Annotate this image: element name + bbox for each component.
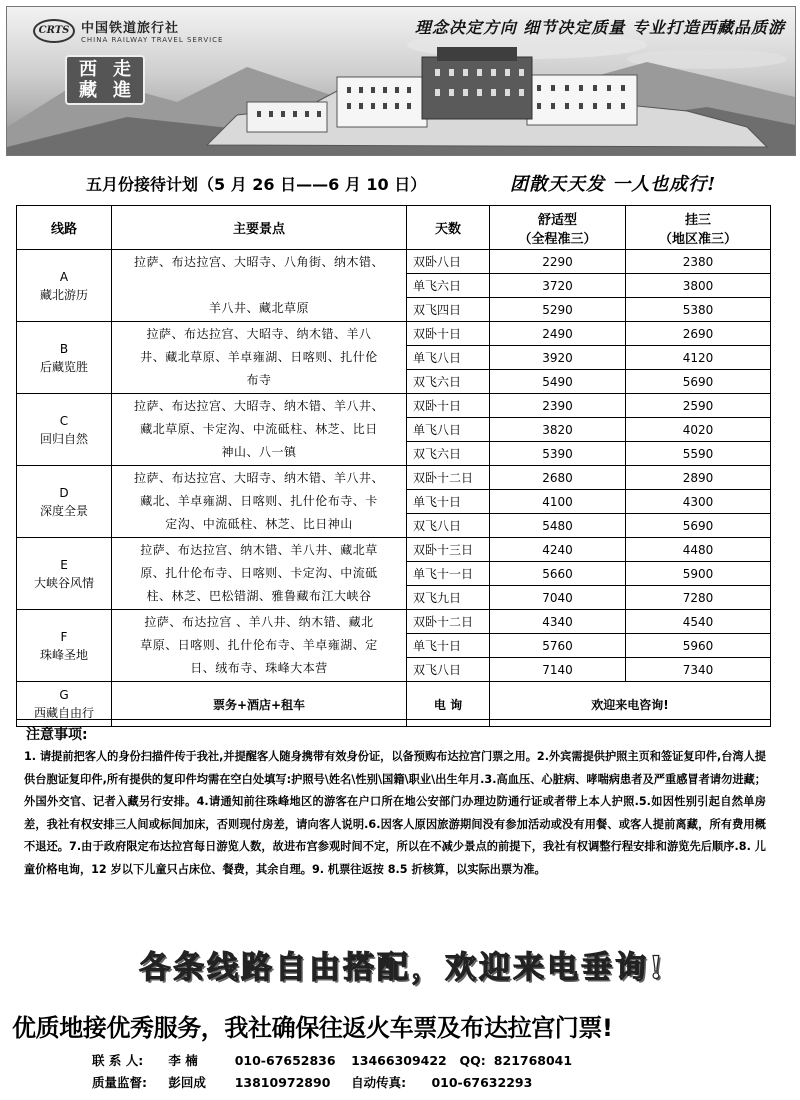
gua-price-cell: 5900 (626, 562, 771, 586)
days-cell: 单飞八日 (407, 418, 490, 442)
route-sights (112, 538, 407, 610)
badge-char: 西 (79, 58, 97, 80)
group-slogan: 团散天天发 一人也成行! (510, 174, 717, 195)
sights-line: 拉萨、布达拉宫、大昭寺、纳木错、羊八 (146, 327, 372, 341)
gua-price-cell: 4540 (626, 610, 771, 634)
notes-body: 1. 请提前把客人的身份扫描件传于我社,并提醒客人随身携带有效身份证，以备预购布达拉宫门票之用。2.外宾需提供护照主页和签证复印件,台湾人提供台胞证复印件,所有提供的复印件均需在空白处填写:护照号\姓名\性别\国籍\职业\出生年月.3.高血压、心脏病、哮喘病患者及严重感冒者请勿进藏；外国外交官、记者入藏另行安排。4.请通知前往珠峰地区的游客在户口所在地公安部门办理边防通行证或者带上本人护照.5.如因性别引起自然单房差，我社有权安排三人间或标间加床，否则现付房差，请向客人说明.6.因客人原因旅游期间没有参加活动或没有用餐、或客人提前离藏，所有费用概不退还。7.由于政府限定布达拉宫每日游览人数，故进布宫参观时间不定，所以在不减少景点的前提下，我社有权调整行程安排和游览先后顺序.8. 儿童价格电询，12 岁以下儿童只占床位、餐费，其余自理。9. 机票往返按 8.5 折核算，以实际出票为准。 (24, 750, 766, 876)
header-gua-label: 挂三 (684, 212, 711, 228)
days-cell: 双飞六日 (407, 442, 490, 466)
route-g-welcome: 欢迎来电咨询! (490, 682, 771, 727)
contact-phone-1: 010-67652836 (234, 1053, 336, 1068)
header-comfort-sub: （全程准三） (518, 231, 597, 247)
badge-char: 走 (113, 58, 131, 80)
days-cell: 双飞八日 (407, 658, 490, 682)
sights-line: 定沟、中流砥柱、林芝、比日神山 (165, 517, 353, 531)
sights-line: 原、扎什伦布寺、日喀则、卡定沟、中流砥 (140, 566, 378, 580)
header-slogan: 理念决定方向 细节决定质量 专业打造西藏品质游 (414, 18, 785, 37)
comfort-price-cell: 5660 (490, 562, 626, 586)
comfort-price-cell: 3820 (490, 418, 626, 442)
days-cell: 双飞八日 (407, 514, 490, 538)
comfort-price-cell: 4240 (490, 538, 626, 562)
gua-price-cell: 5380 (626, 298, 771, 322)
sights-line: 拉萨、布达拉宫、纳木错、羊八井、藏北草 (140, 543, 378, 557)
supervisor-label: 质量监督: (92, 1075, 147, 1090)
route-cell (17, 466, 112, 538)
route-name: 后藏览胜 (39, 359, 88, 374)
sights-line: 藏北草原、卡定沟、中流砥柱、林芝、比日 (140, 422, 378, 436)
route-code: A (59, 269, 69, 284)
table-row (17, 538, 771, 562)
logo-chinese-name: 中国铁道旅行社 (81, 21, 180, 36)
qq-label: QQ: (459, 1053, 486, 1068)
gua-price-cell: 7340 (626, 658, 771, 682)
logo-english-name: CHINA RAILWAY TRAVEL SERVICE (81, 36, 224, 44)
route-name: 珠峰圣地 (39, 647, 88, 662)
crts-logo (33, 17, 224, 44)
days-cell: 单飞十日 (407, 634, 490, 658)
sights-line: 拉萨、布达拉宫、大昭寺、纳木错、羊八井、 (133, 471, 384, 485)
header-sights: 主要景点 (112, 206, 407, 250)
route-price-table (16, 205, 771, 727)
gua-price-cell: 3800 (626, 274, 771, 298)
gua-price-cell: 4020 (626, 418, 771, 442)
fax-label: 自动传真: (351, 1075, 407, 1090)
comfort-price-cell: 3720 (490, 274, 626, 298)
gua-price-cell: 5690 (626, 370, 771, 394)
notes-title: 注意事项: (26, 727, 88, 743)
gua-price-cell: 2590 (626, 394, 771, 418)
contact-phone-2: 13466309422 (351, 1053, 447, 1068)
route-cell (17, 322, 112, 394)
gua-price-cell: 2890 (626, 466, 771, 490)
route-g-sights: 票务+酒店+租车 (112, 682, 407, 727)
gua-price-cell: 7280 (626, 586, 771, 610)
route-sights (112, 322, 407, 394)
header-route: 线路 (17, 206, 112, 250)
header-gua-sub: （地区准三） (658, 231, 737, 247)
gua-price-cell: 4300 (626, 490, 771, 514)
plan-title: 五月份接待计划（5 月 26 日——6 月 10 日） (86, 175, 427, 194)
fax-number: 010-67632293 (431, 1075, 533, 1090)
comfort-price-cell: 5290 (490, 298, 626, 322)
route-code: D (59, 485, 69, 500)
comfort-price-cell: 5390 (490, 442, 626, 466)
comfort-price-cell: 7040 (490, 586, 626, 610)
contact-line (92, 1051, 572, 1069)
days-cell: 双飞四日 (407, 298, 490, 322)
qq-number: 821768041 (493, 1053, 573, 1068)
comfort-price-cell: 5480 (490, 514, 626, 538)
sights-line: 拉萨、布达拉宫、大昭寺、纳木错、羊八井、 (133, 399, 384, 413)
table-header-row (17, 206, 771, 250)
table-row (17, 394, 771, 418)
combo-banner: 各条线路自由搭配，欢迎来电垂询! (139, 950, 666, 986)
gua-price-cell: 2380 (626, 250, 771, 274)
route-sights (112, 466, 407, 538)
route-g-days: 电 询 (407, 682, 490, 727)
route-table-body (17, 250, 771, 682)
days-cell: 双飞九日 (407, 586, 490, 610)
comfort-price-cell: 7140 (490, 658, 626, 682)
route-name: 大峡谷风情 (33, 575, 94, 590)
table-row (17, 610, 771, 634)
sights-line: 日、绒布寺、珠峰大本营 (190, 661, 328, 675)
sights-line: 拉萨、布达拉宫、大昭寺、八角街、纳木错、 (133, 255, 384, 269)
badge-char: 藏 (79, 79, 97, 101)
route-name: 西藏自由行 (33, 706, 94, 720)
route-cell (17, 610, 112, 682)
days-cell: 双卧十日 (407, 394, 490, 418)
route-name: 藏北游历 (39, 287, 88, 302)
gua-price-cell: 2690 (626, 322, 771, 346)
xizang-badge (65, 55, 145, 105)
sights-line: 藏北、羊卓雍湖、日喀则、扎什伦布寺、卡 (140, 494, 378, 508)
supervisor-phone: 13810972890 (234, 1075, 331, 1090)
comfort-price-cell: 2290 (490, 250, 626, 274)
gua-price-cell: 4480 (626, 538, 771, 562)
route-code: G (59, 688, 69, 702)
notes-section (16, 719, 770, 941)
sights-line: 柱、林芝、巴松错湖、雅鲁藏布江大峡谷 (146, 589, 372, 603)
supervisor-name: 彭回成 (168, 1075, 206, 1090)
route-code: B (59, 341, 69, 356)
table-row (17, 322, 771, 346)
route-sights (112, 610, 407, 682)
days-cell: 双卧十三日 (407, 538, 490, 562)
gua-price-cell: 4120 (626, 346, 771, 370)
comfort-price-cell: 2490 (490, 322, 626, 346)
table-row (17, 466, 771, 490)
days-cell: 双卧十二日 (407, 610, 490, 634)
sights-line: 神山、八一镇 (221, 445, 297, 459)
header-comfort (490, 206, 626, 250)
contact-label: 联 系 人: (92, 1053, 144, 1068)
route-sights (112, 250, 407, 322)
days-cell: 单飞八日 (407, 346, 490, 370)
route-sights (112, 394, 407, 466)
route-cell (17, 250, 112, 322)
route-code: E (60, 557, 68, 572)
route-cell (17, 538, 112, 610)
gua-price-cell: 5590 (626, 442, 771, 466)
header-days: 天数 (407, 206, 490, 250)
route-code: C (59, 413, 69, 428)
supervision-line (92, 1073, 532, 1091)
gua-price-cell: 5960 (626, 634, 771, 658)
table-row (17, 250, 771, 274)
route-code: F (60, 629, 68, 644)
days-cell: 双卧十日 (407, 322, 490, 346)
route-name: 回归自然 (39, 431, 88, 446)
comfort-price-cell: 5490 (490, 370, 626, 394)
sights-line: 草原、日喀则、扎什伦布寺、羊卓雍湖、定 (140, 638, 378, 652)
sights-line: 布寺 (246, 373, 272, 387)
comfort-price-cell: 4340 (490, 610, 626, 634)
days-cell: 单飞十一日 (407, 562, 490, 586)
header-gua (626, 206, 771, 250)
contact-name: 李 楠 (168, 1053, 198, 1068)
sights-line: 拉萨、布达拉宫 、羊八井、纳木错、藏北 (144, 615, 374, 629)
comfort-price-cell: 4100 (490, 490, 626, 514)
sights-line (118, 274, 400, 297)
comfort-price-cell: 3920 (490, 346, 626, 370)
sights-line: 井、藏北草原、羊卓雍湖、日喀则、扎什伦 (140, 350, 378, 364)
days-cell: 双卧八日 (407, 250, 490, 274)
comfort-price-cell: 5760 (490, 634, 626, 658)
route-cell (17, 394, 112, 466)
logo-mark: CRTS (33, 19, 75, 43)
gua-price-cell: 5690 (626, 514, 771, 538)
route-name: 深度全景 (39, 503, 88, 518)
service-line: 优质地接优秀服务，我社确保往返火车票及布达拉宫门票! (12, 1014, 613, 1042)
header-banner (6, 6, 796, 156)
days-cell: 双卧十二日 (407, 466, 490, 490)
comfort-price-cell: 2680 (490, 466, 626, 490)
badge-char: 進 (113, 79, 131, 101)
days-cell: 单飞六日 (407, 274, 490, 298)
comfort-price-cell: 2390 (490, 394, 626, 418)
sights-line: 羊八井、藏北草原 (208, 301, 309, 315)
days-cell: 双飞六日 (407, 370, 490, 394)
header-comfort-label: 舒适型 (537, 212, 577, 228)
days-cell: 单飞十日 (407, 490, 490, 514)
